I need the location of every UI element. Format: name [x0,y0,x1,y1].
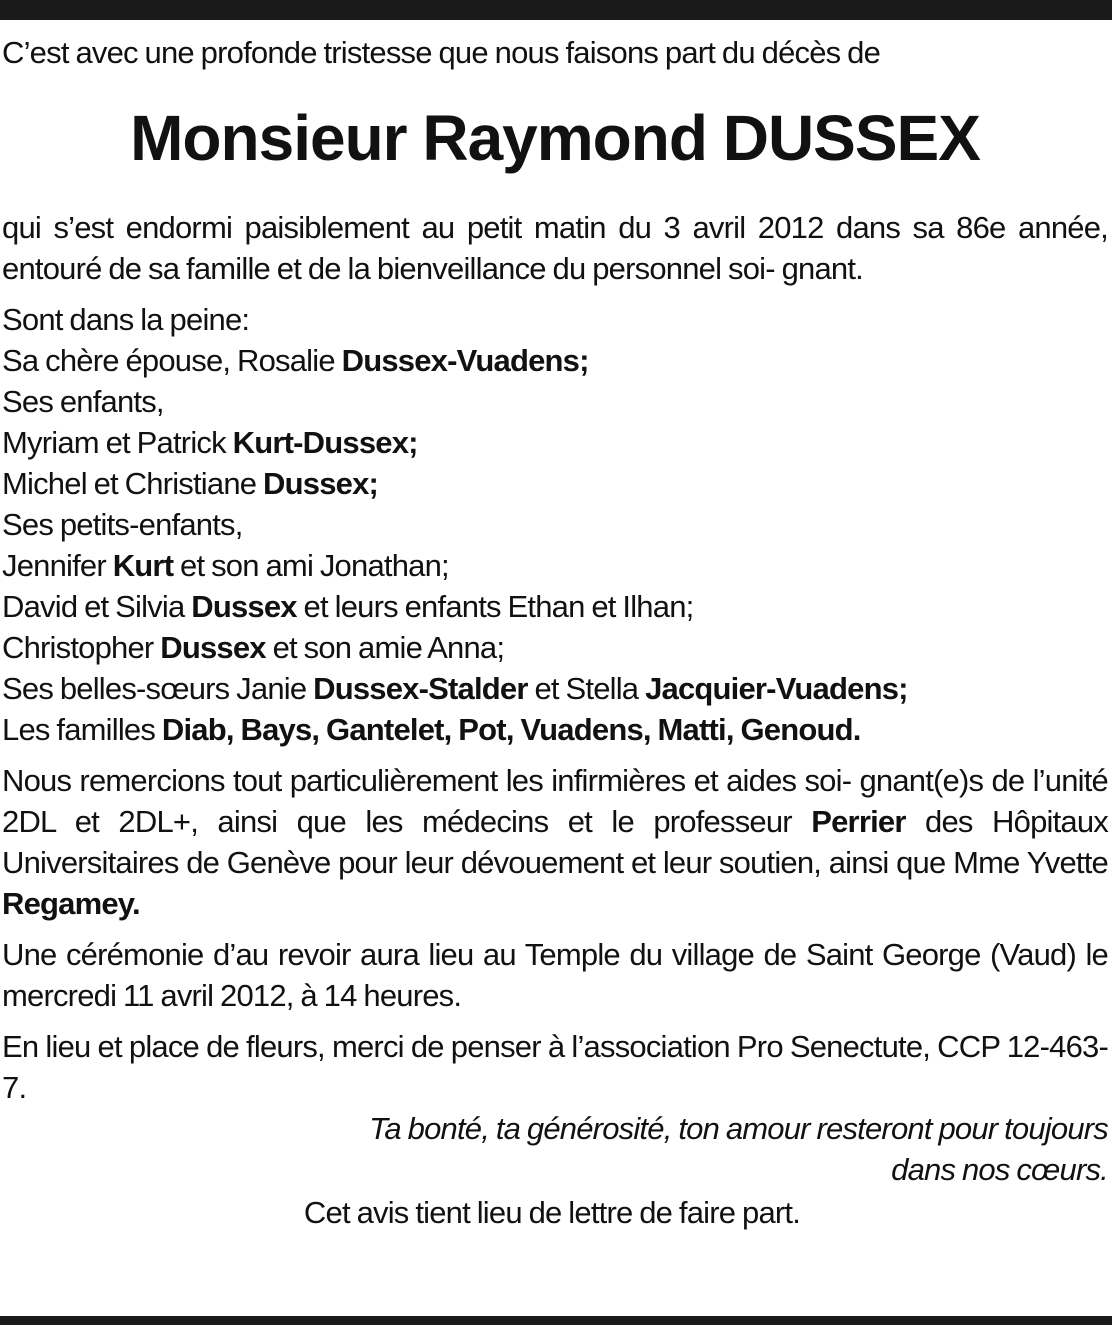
thanked-name: Regamey. [2,886,140,921]
family-name: Dussex [160,630,266,665]
mourner-line: Ses petits-enfants, [2,507,243,542]
mourner-line: Les familles Diab, Bays, Gantelet, Pot, Vuadens, Matti, Genoud. [2,712,861,747]
top-rule [0,0,1112,20]
mourner-line: Ses enfants, [2,384,164,419]
donation-paragraph: En lieu et place de fleurs, merci de penser à l’association Pro Senectute, CCP 12-463-7. [2,1029,1108,1105]
mourners-list [2,299,1108,750]
bottom-rule [0,1316,1112,1325]
quote-line: Ta bonté, ta générosité, ton amour resteront pour toujours [369,1111,1108,1146]
mourner-line: Ses belles-sœurs Janie Dussex-Stalder et Stella Jacquier-Vuadens; [2,671,908,706]
closing-note: Cet avis tient lieu de lettre de faire part. [303,1195,801,1230]
thanks-paragraph: Nous remercions tout particulièrement les infirmières et aides soi- gnant(e)s de l’unité 2DL et 2DL+, ainsi que les médecins et le professeur Perrier des Hôpitaux Universitaires de Genève pour leur dévouement et leur soutien, ainsi que Mme Yvette Regamey. [2,763,1108,921]
mourner-line: David et Silvia Dussex et leurs enfants Ethan et Ilhan; [2,589,694,624]
quote-line: dans nos cœurs. [891,1152,1108,1187]
mourner-line: Christopher Dussex et son amie Anna; [2,630,505,665]
thanked-name: Perrier [811,804,906,839]
family-name: Diab, Bays, Gantelet, Pot, Vuadens, Matti, Genoud. [161,712,861,747]
mourners-heading: Sont dans la peine: [2,302,250,337]
mourner-line: Jennifer Kurt et son ami Jonathan; [2,548,449,583]
announcement-paragraph: qui s’est endormi paisiblement au petit matin du 3 avril 2012 dans sa 86e année, entouré de sa famille et de la bienveillance du personnel soi- gnant. [2,210,1108,286]
family-name: Dussex-Stalder [313,671,528,706]
family-name: Dussex; [263,466,379,501]
mourner-line: Michel et Christiane Dussex; [2,466,379,501]
ceremony-paragraph: Une cérémonie d’au revoir aura lieu au Temple du village de Saint George (Vaud) le mercredi 11 avril 2012, à 14 heures. [2,937,1108,1013]
family-name: Kurt [112,548,174,583]
deceased-name: Monsieur Raymond DUSSEX [130,102,980,174]
family-name: Dussex [191,589,297,624]
mourner-line: Myriam et Patrick Kurt-Dussex; [2,425,418,460]
intro-text: C’est avec une profonde tristesse que nous faisons part du décès de [2,35,881,70]
family-name: Kurt-Dussex; [232,425,418,460]
family-name: Jacquier-Vuadens; [645,671,908,706]
family-name: Dussex-Vuadens; [341,343,589,378]
mourner-line: Sa chère épouse, Rosalie Dussex-Vuadens; [2,343,589,378]
memorial-quote [2,1108,1108,1190]
obituary-notice [2,32,1108,1233]
